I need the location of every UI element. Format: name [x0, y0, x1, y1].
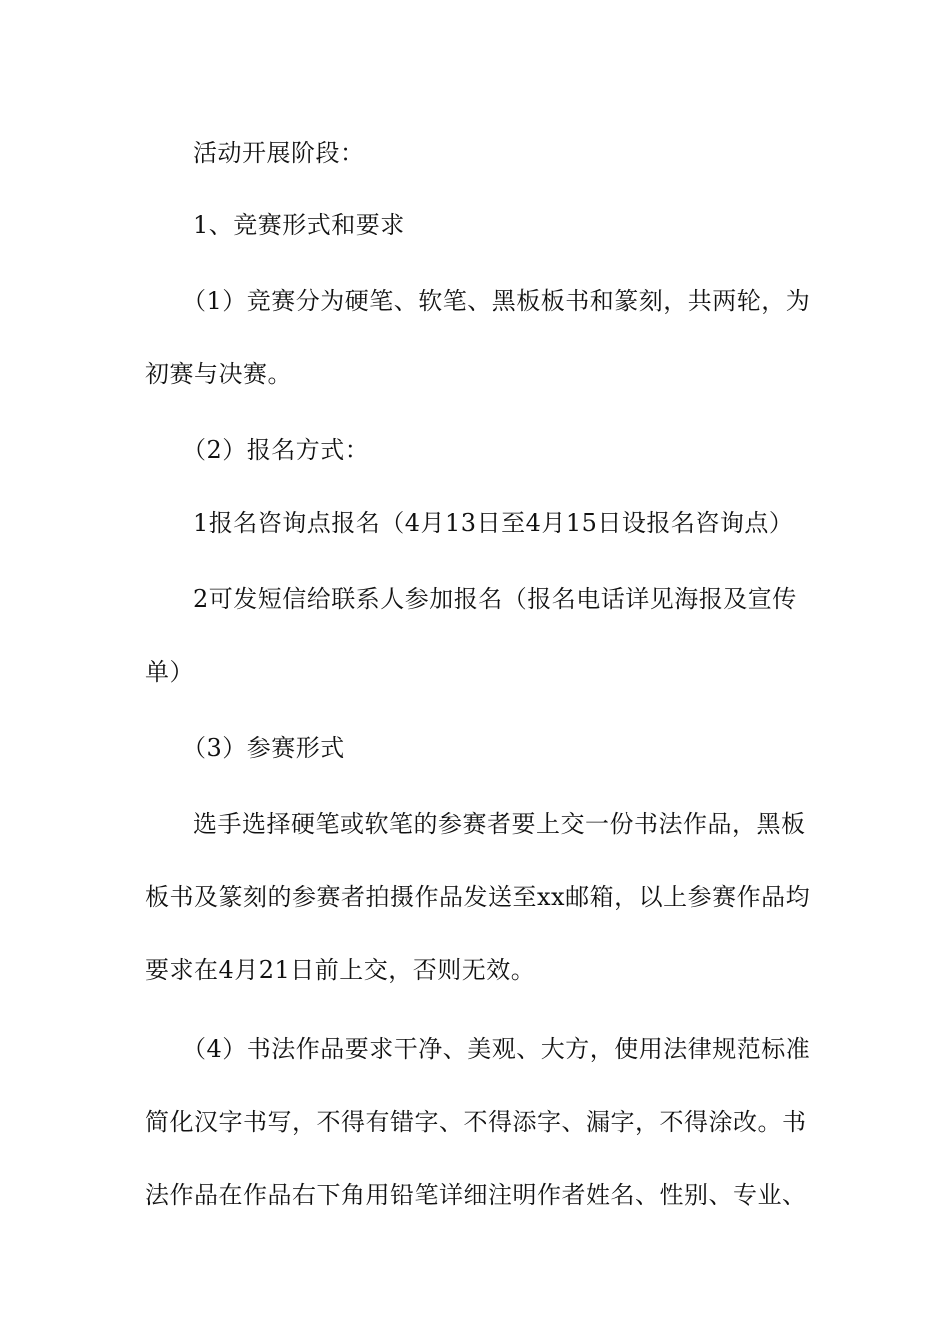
paragraph-line: 法作品在作品右下角用铅笔详细注明作者姓名、性别、专业、 [145, 1181, 807, 1209]
paragraph-line: 单） [145, 658, 194, 686]
paragraph-line: 2可发短信给联系人参加报名（报名电话详见海报及宣传 [193, 585, 797, 613]
paragraph-line: 简化汉字书写，不得有错字、不得添字、漏字，不得涂改。书 [145, 1108, 807, 1136]
paragraph-line: 要求在4月21日前上交，否则无效。 [145, 956, 536, 984]
paragraph-line: （4）书法作品要求干净、美观、大方，使用法律规范标准 [182, 1035, 811, 1063]
paragraph-line: 1报名咨询点报名（4月13日至4月15日设报名咨询点） [193, 509, 794, 537]
section-heading: 活动开展阶段： [193, 139, 365, 167]
subsection-heading: 1、竞赛形式和要求 [193, 211, 405, 239]
paragraph-line: （2）报名方式： [182, 436, 370, 464]
paragraph-line: （1）竞赛分为硬笔、软笔、黑板板书和篆刻，共两轮，为 [182, 287, 811, 315]
paragraph-line: 板书及篆刻的参赛者拍摄作品发送至xx邮箱，以上参赛作品均 [145, 883, 811, 911]
paragraph-line: 初赛与决赛。 [145, 360, 292, 388]
paragraph-line: 选手选择硬笔或软笔的参赛者要上交一份书法作品，黑板 [193, 810, 806, 838]
paragraph-line: （3）参赛形式 [182, 734, 345, 762]
